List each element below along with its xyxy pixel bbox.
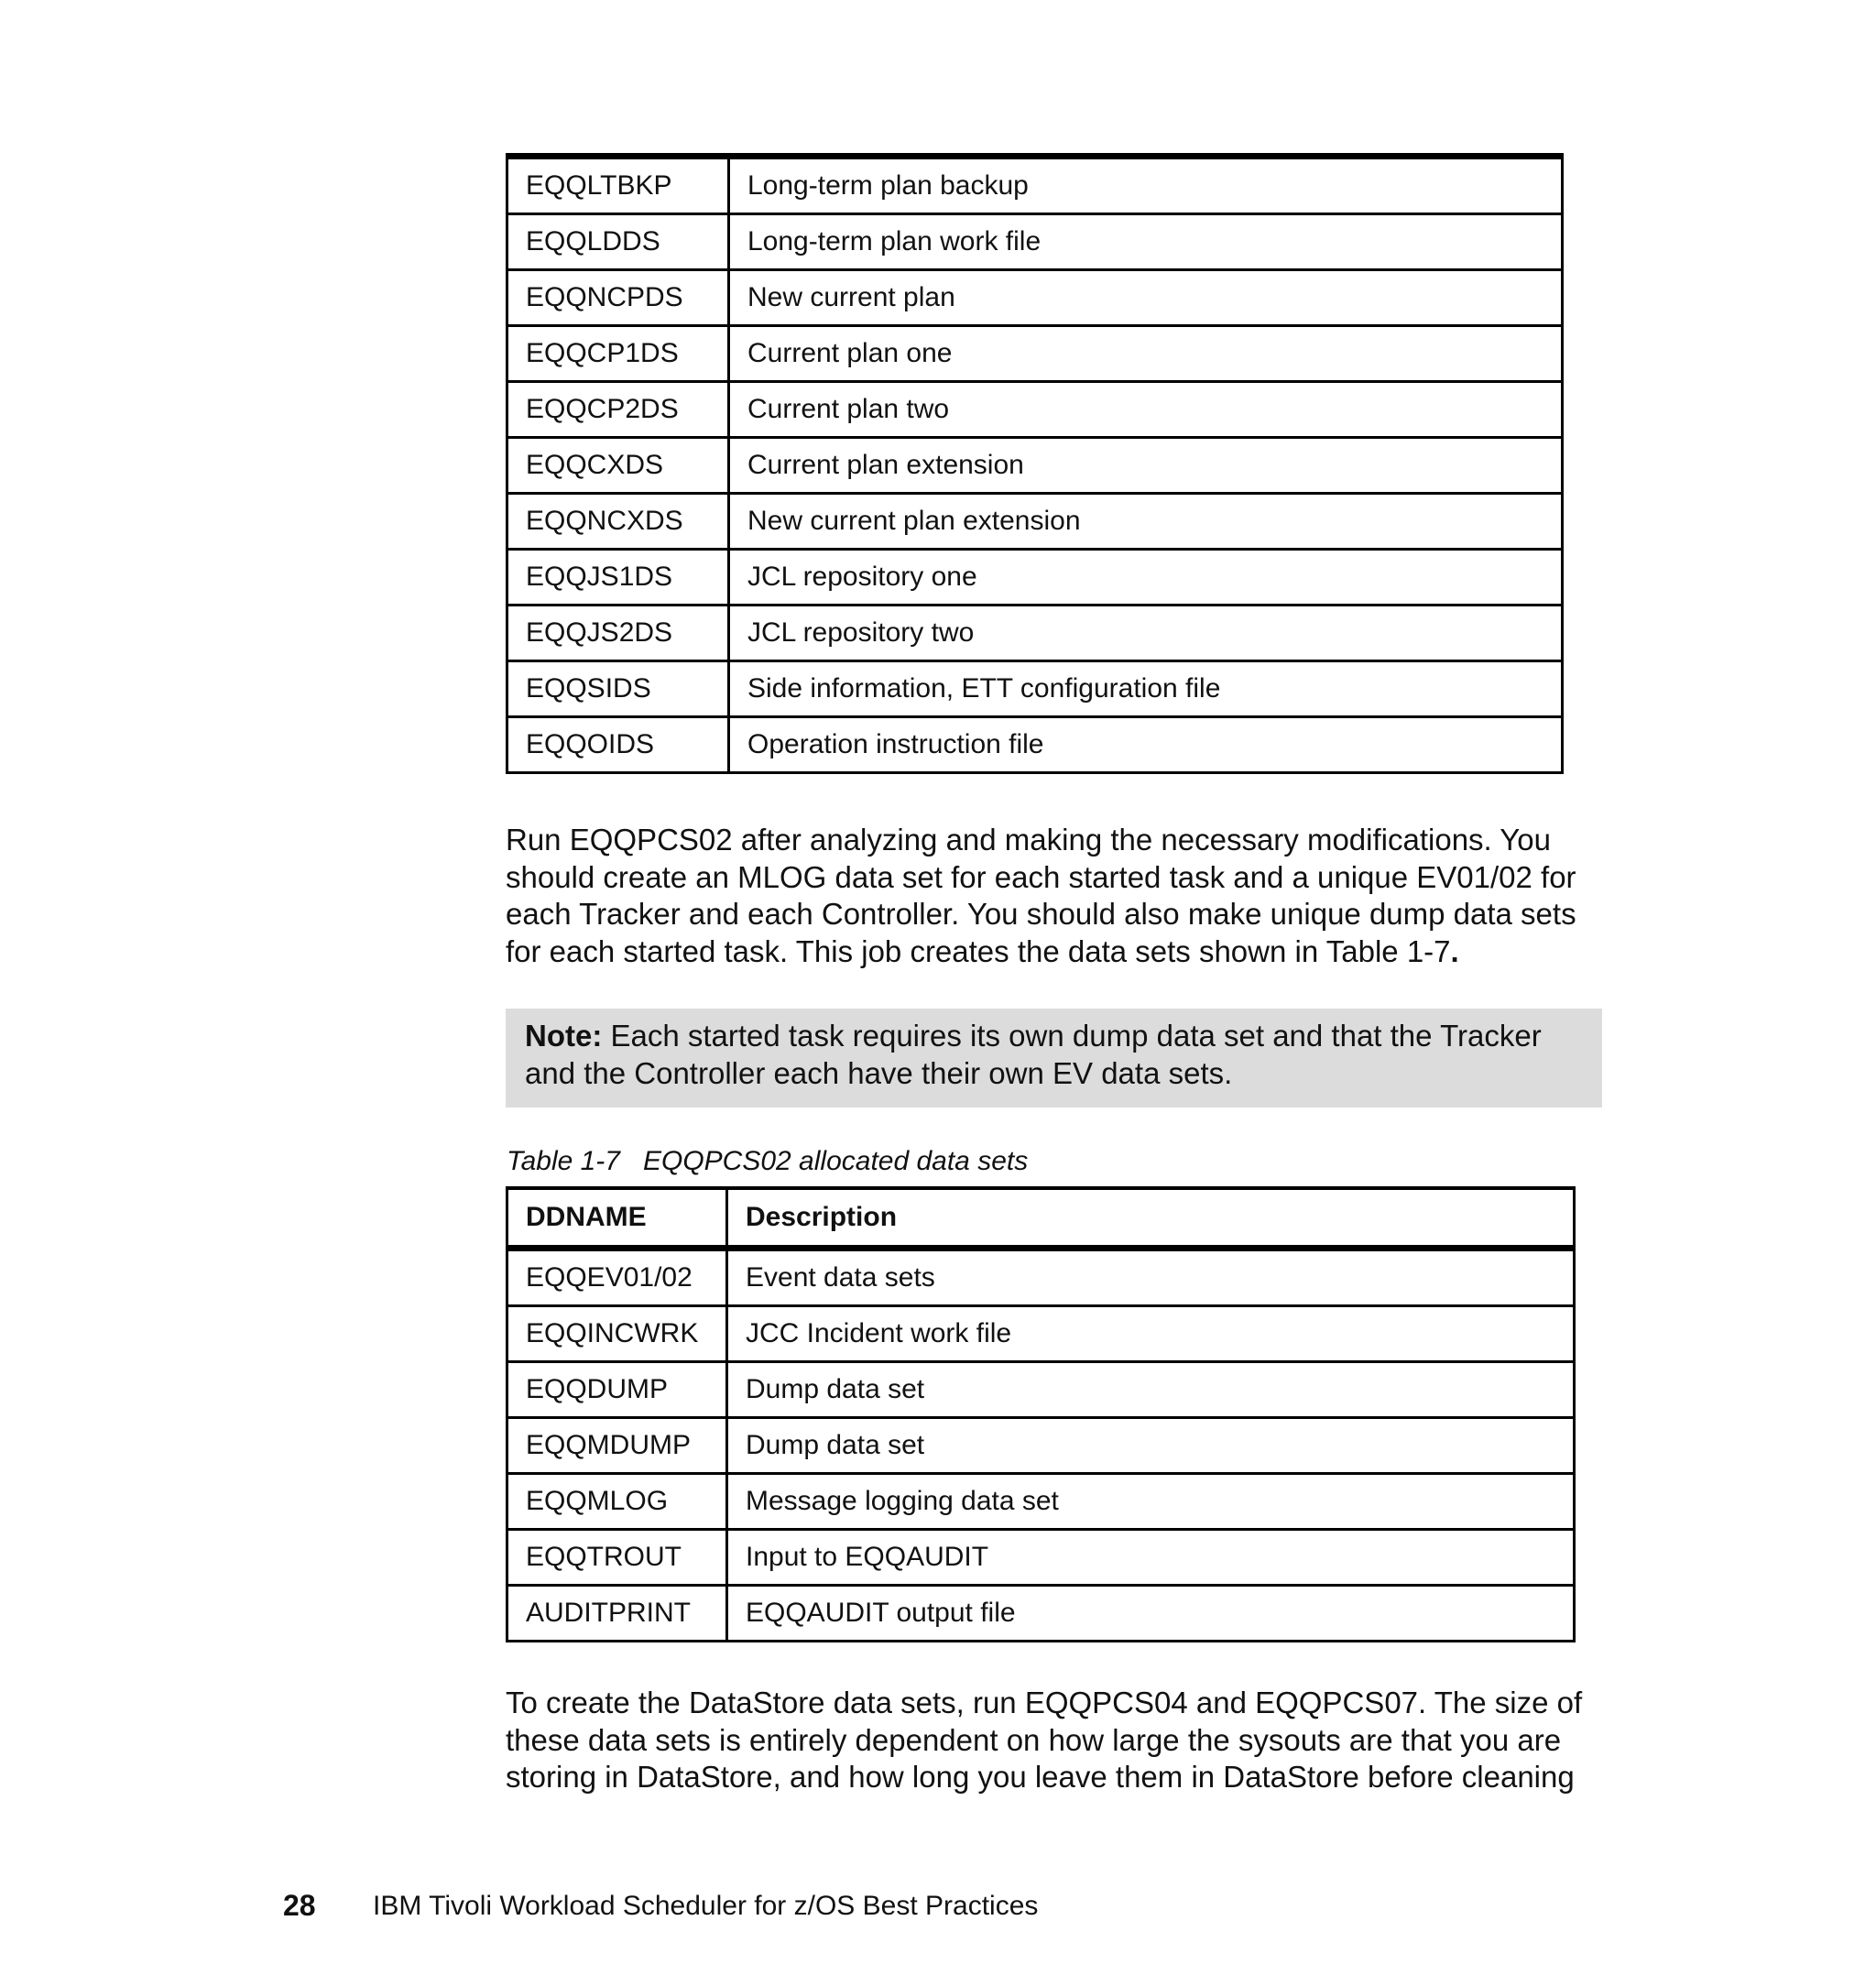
description-cell: New current plan extension bbox=[729, 494, 1563, 550]
description-cell: Current plan one bbox=[729, 326, 1563, 382]
table-row bbox=[507, 1586, 1575, 1642]
table-row bbox=[507, 1362, 1575, 1418]
body-paragraph: To create the DataStore data sets, run EQQPCS04 and EQQPCS07. The size of these data sets is entirely dependent on how large the sysouts are that you are storing in DataStore, and how long you leave them in DataStore before cleaning bbox=[506, 1686, 1583, 1794]
ddname-cell: EQQOIDS bbox=[507, 717, 729, 773]
description-cell: Input to EQQAUDIT bbox=[727, 1530, 1575, 1586]
description-cell: JCC Incident work file bbox=[727, 1306, 1575, 1362]
table-row bbox=[507, 1249, 1575, 1306]
description-cell: Side information, ETT configuration file bbox=[729, 661, 1563, 717]
paragraph-end: . bbox=[1450, 933, 1459, 968]
ddname-cell: EQQCP2DS bbox=[507, 382, 729, 438]
column-header-description: Description bbox=[727, 1188, 1575, 1249]
ddname-cell: EQQCXDS bbox=[507, 438, 729, 494]
note-label: Note: bbox=[525, 1019, 603, 1053]
ddname-cell: EQQNCXDS bbox=[507, 494, 729, 550]
description-cell: Event data sets bbox=[727, 1249, 1575, 1306]
description-cell: Dump data set bbox=[727, 1418, 1575, 1474]
ddname-cell: EQQINCWRK bbox=[507, 1306, 727, 1362]
ddname-cell: EQQMDUMP bbox=[507, 1418, 727, 1474]
table-header-row bbox=[507, 1188, 1575, 1249]
description-cell: JCL repository two bbox=[729, 606, 1563, 661]
column-header-ddname: DDNAME bbox=[507, 1188, 727, 1249]
description-cell: Dump data set bbox=[727, 1362, 1575, 1418]
description-cell: New current plan bbox=[729, 270, 1563, 326]
note-box bbox=[506, 1009, 1602, 1108]
table-row bbox=[507, 717, 1563, 773]
table-row bbox=[507, 550, 1563, 606]
table-row bbox=[507, 1530, 1575, 1586]
paragraph-text: Run EQQPCS02 after analyzing and making the necessary modifications. You should create an MLOG data set for each started task and a unique EV01/02 for each Tracker and each Controller. You should also make unique dump data sets for each started task. This job creates the data sets shown in Table 1-7 bbox=[506, 823, 1576, 968]
table-row bbox=[507, 326, 1563, 382]
page-number: 28 bbox=[283, 1889, 316, 1922]
table-caption: Table 1-7 EQQPCS02 allocated data sets bbox=[507, 1146, 1029, 1176]
ddname-cell: EQQSIDS bbox=[507, 661, 729, 717]
ddname-cell: EQQJS2DS bbox=[507, 606, 729, 661]
table-row bbox=[507, 661, 1563, 717]
body-paragraph bbox=[506, 822, 1614, 970]
ddname-cell: EQQNCPDS bbox=[507, 270, 729, 326]
table-row bbox=[507, 1306, 1575, 1362]
description-cell: Operation instruction file bbox=[729, 717, 1563, 773]
note-text bbox=[525, 1018, 1587, 1092]
table-row bbox=[507, 606, 1563, 661]
ddname-cell: EQQEV01/02 bbox=[507, 1249, 727, 1306]
table-row bbox=[507, 1418, 1575, 1474]
table-row bbox=[507, 494, 1563, 550]
ddname-cell: EQQLDDS bbox=[507, 214, 729, 270]
ddname-cell: EQQTROUT bbox=[507, 1530, 727, 1586]
note-body: Each started task requires its own dump data set and that the Tracker and the Controller each have their own EV data sets. bbox=[525, 1019, 1542, 1090]
table-row bbox=[507, 438, 1563, 494]
ddname-cell: EQQLTBKP bbox=[507, 157, 729, 214]
description-cell: Long-term plan backup bbox=[729, 157, 1563, 214]
description-cell: Current plan extension bbox=[729, 438, 1563, 494]
allocated-data-sets-table bbox=[506, 1186, 1576, 1642]
description-cell: Long-term plan work file bbox=[729, 214, 1563, 270]
table-row bbox=[507, 157, 1563, 214]
ddname-cell: AUDITPRINT bbox=[507, 1586, 727, 1642]
description-cell: Message logging data set bbox=[727, 1474, 1575, 1530]
description-cell: EQQAUDIT output file bbox=[727, 1586, 1575, 1642]
data-set-table-continued bbox=[506, 153, 1564, 774]
table-row bbox=[507, 270, 1563, 326]
ddname-cell: EQQJS1DS bbox=[507, 550, 729, 606]
ddname-cell: EQQMLOG bbox=[507, 1474, 727, 1530]
ddname-cell: EQQCP1DS bbox=[507, 326, 729, 382]
description-cell: JCL repository one bbox=[729, 550, 1563, 606]
table-row bbox=[507, 382, 1563, 438]
description-cell: Current plan two bbox=[729, 382, 1563, 438]
ddname-cell: EQQDUMP bbox=[507, 1362, 727, 1418]
table-row bbox=[507, 1474, 1575, 1530]
table-row bbox=[507, 214, 1563, 270]
footer-title: IBM Tivoli Workload Scheduler for z/OS Best Practices bbox=[373, 1891, 1039, 1921]
